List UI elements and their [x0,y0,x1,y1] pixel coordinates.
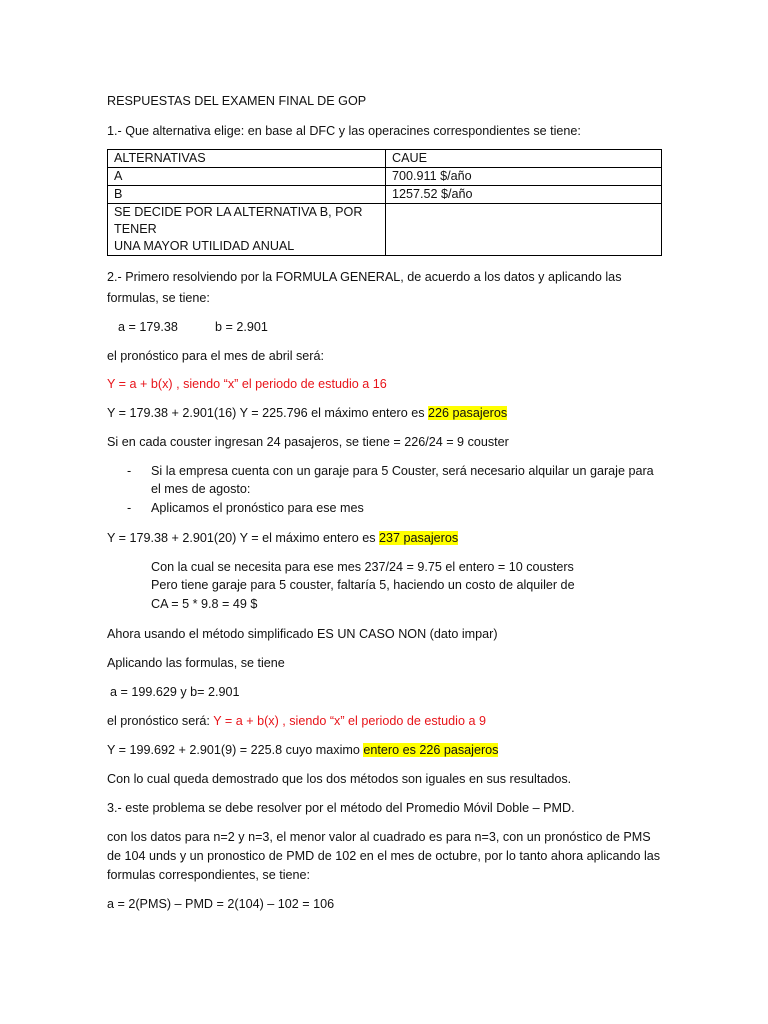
document-title: RESPUESTAS DEL EXAMEN FINAL DE GOP [107,94,367,108]
decision-line-1: SE DECIDE POR LA ALTERNATIVA B, POR TENER [114,205,363,236]
table-row [108,186,662,204]
cell-alt-a: A [108,168,386,186]
cell-decision [108,204,386,256]
calc1-text: Y = 179.38 + 2.901(16) Y = 225.796 el máximo entero es [107,406,429,420]
bullet1-line-1: Si la empresa cuenta con un garaje para 5 Couster, será necesario alquilar un garaje para [151,464,654,478]
q2-line-1: 2.- Primero resolviendo por la FORMULA GENERAL, de acuerdo a los datos y aplicando las [107,270,622,284]
ab-values-line: a = 199.629 y b= 2.901 [110,685,240,699]
calc3-text: Y = 199.692 + 2.901(9) = 225.8 cuyo maximo [107,743,364,757]
cell-alt-b: B [108,186,386,204]
conclusion-line: Con lo cual queda demostrado que los dos métodos son iguales en sus resultados. [107,772,572,786]
q3-line-1: 3.- este problema se debe resolver por el método del Promedio Móvil Doble – PMD. [107,801,575,815]
calc1-highlight: 226 pasajeros [428,406,508,420]
q3-formula: a = 2(PMS) – PMD = 2(104) – 102 = 106 [107,897,335,911]
calc-line-1 [107,404,507,422]
table-row [108,204,662,256]
bullet-mark-2: - [127,501,132,515]
bullet2-text: Aplicamos el pronóstico para ese mes [151,501,364,515]
pronostico-text: el pronóstico será: [107,714,214,728]
calc-line-2 [107,529,458,547]
aplicando-line: Aplicando las formulas, se tiene [107,656,285,670]
bullet1-line-2: el mes de agosto: [151,482,251,496]
alternatives-table [107,149,662,256]
calc2-text: Y = 179.38 + 2.901(20) Y = el máximo entero es [107,531,379,545]
q3-paragraph-2: de 104 unds y un pronostico de PMD de 102 en el mes de octubre, por lo tanto ahora aplicando las [107,849,661,863]
a-value: a = 179.38 [118,320,178,334]
indented-line-1: Con la cual se necesita para ese mes 237/24 = 9.75 el entero = 10 cousters [151,560,574,574]
pronostico-line [107,712,486,730]
bullet-mark-1: - [127,464,132,478]
cell-caue-a: 700.911 $/año [386,168,662,186]
simplificado-line: Ahora usando el método simplificado ES UN CASO NON (dato impar) [107,627,498,641]
pronostico-abril: el pronóstico para el mes de abril será: [107,349,325,363]
q3-paragraph-1: con los datos para n=2 y n=3, el menor valor al cuadrado es para n=3, con un pronóstico de PMS [107,830,651,844]
cell-empty [386,204,662,256]
calc-line-3 [107,741,498,759]
cell-caue-b: 1257.52 $/año [386,186,662,204]
q2-line-2: formulas, se tiene: [107,291,210,305]
calc2-highlight: 237 pasajeros [379,531,459,545]
couster-line: Si en cada couster ingresan 24 pasajeros, se tiene = 226/24 = 9 couster [107,435,509,449]
formula-red-9: Y = a + b(x) , siendo “x” el periodo de estudio a 9 [213,714,486,728]
q1-intro: 1.- Que alternativa elige: en base al DFC y las operacines correspondientes se tiene: [107,124,581,138]
table-row [108,168,662,186]
indented-line-3: CA = 5 * 9.8 = 49 $ [151,597,258,611]
q3-paragraph-3: formulas correspondientes, se tiene: [107,868,311,882]
header-alternativas: ALTERNATIVAS [108,150,386,168]
indented-line-2: Pero tiene garaje para 5 couster, faltaría 5, haciendo un costo de alquiler de [151,578,575,592]
table-header-row [108,150,662,168]
b-value: b = 2.901 [215,320,268,334]
decision-line-2: UNA MAYOR UTILIDAD ANUAL [114,239,295,253]
formula-red-16: Y = a + b(x) , siendo “x” el periodo de estudio a 16 [107,377,387,391]
header-caue: CAUE [386,150,662,168]
calc3-highlight: entero es 226 pasajeros [363,743,499,757]
